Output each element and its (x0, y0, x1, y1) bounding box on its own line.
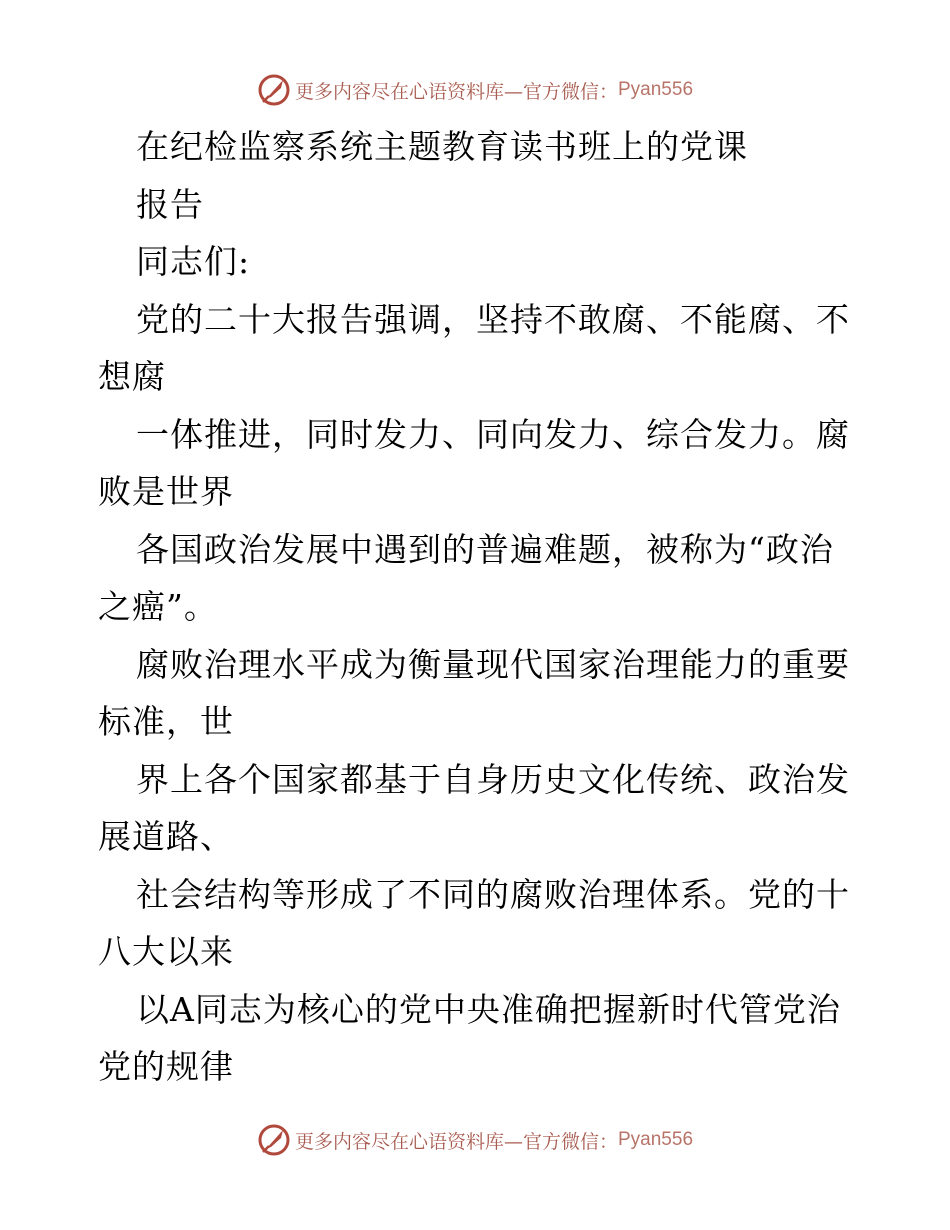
banner-text: 更多内容尽在心语资料库—官方微信： (294, 80, 618, 103)
header-watermark-banner (0, 70, 950, 110)
banner-wechat-id: Pyan556 (618, 1129, 694, 1150)
document-title: 在纪检监察系统主题教育读书班上的党课 (136, 127, 748, 166)
footer-watermark-banner (0, 1120, 950, 1160)
banner-wechat-id: Pyan556 (618, 79, 694, 100)
paragraph-line: 社会结构等形成了不同的腐败治理体系。党的十八大以来 (98, 874, 850, 971)
paragraph-line: 以A同志为核心的党中央准确把握新时代管党治党的规律 (98, 989, 841, 1086)
salutation: 同志们: (136, 242, 251, 281)
paragraph-line: 腐败治理水平成为衡量现代国家治理能力的重要标准，世 (98, 644, 850, 741)
document-body (98, 118, 858, 1096)
quill-pen-logo-icon (257, 73, 291, 107)
paragraph-line: 一体推进，同时发力、同向发力、综合发力。腐败是世界 (98, 414, 850, 511)
document-title-continued: 报告 (136, 184, 204, 224)
quill-pen-logo-icon (257, 1123, 291, 1157)
paragraph-line: 党的二十大报告强调，坚持不敢腐、不能腐、不想腐 (98, 299, 850, 396)
banner-text: 更多内容尽在心语资料库—官方微信： (294, 1130, 618, 1153)
paragraph-line: 界上各个国家都基于自身历史文化传统、政治发展道路、 (98, 759, 850, 856)
paragraph-line: 各国政治发展中遇到的普遍难题，被称为“政治之癌”。 (98, 529, 834, 626)
